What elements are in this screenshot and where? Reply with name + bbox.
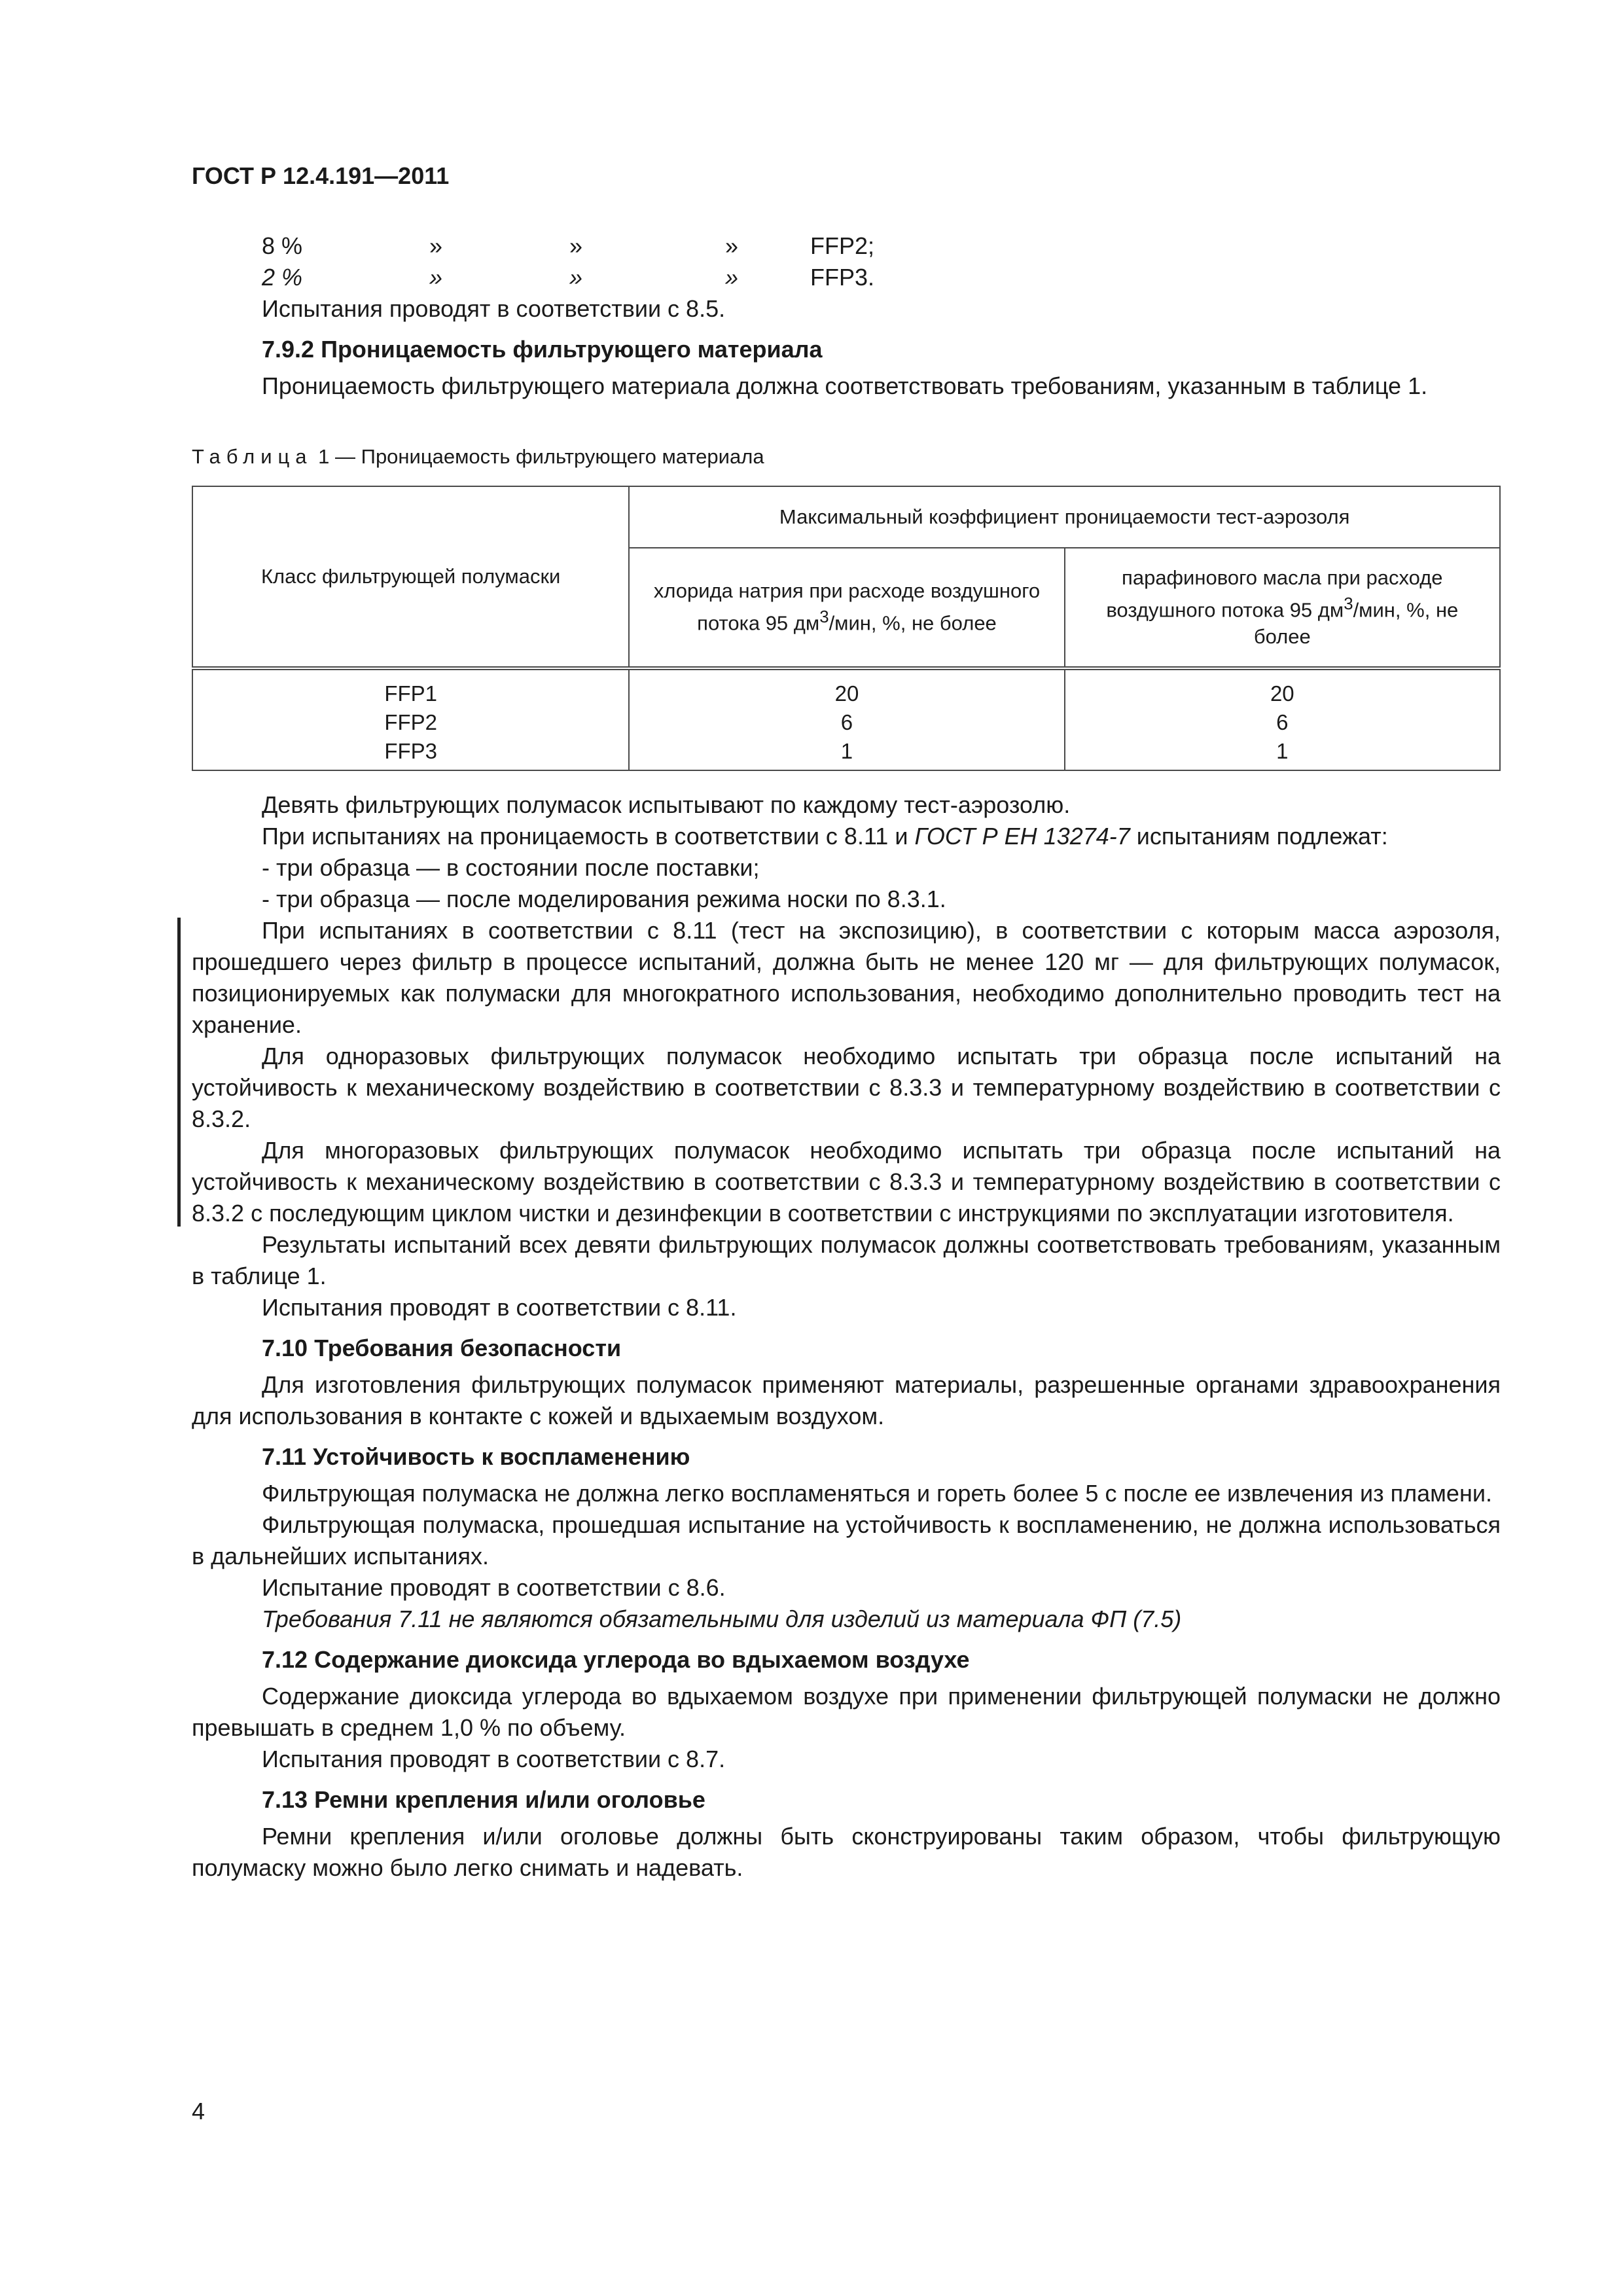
list-item: - три образца — в состоянии после поставки; [262,854,760,881]
ratio-row-ffp3: 2 % » » » FFP3. [262,264,875,291]
paragraph: Проницаемость фильтрующего материала должна соответствовать требованиям, указанным в таблице 1. [262,372,1428,399]
paragraph: Испытания проводят в соответствии с 8.11. [262,1294,737,1321]
paragraph: Испытания проводят в соответствии с 8.5. [262,295,726,322]
paragraph: Фильтрующая полумаска, прошедшая испытание на устойчивость к воспламенению, не должна использоваться в дальнейших испытаниях. [192,1511,1501,1570]
table-header-oil: парафинового масла при расходе воздушного потока 95 $дм^3$/мин, %, не более [1065,548,1500,668]
paragraph: Для изготовления фильтрующих полумасок применяют материалы, разрешенные органами здравоохранения для использования в контакте с кожей и вдыхаемым воздухом. [192,1371,1501,1429]
table-header-class: Класс фильтрующей полумаски [192,486,629,668]
paragraph: При испытаниях на проницаемость в соответствии с 8.11 и ГОСТ Р ЕН 13274-7 испытаниям подлежат: [262,823,1388,850]
paragraph: Девять фильтрующих полумасок испытывают по каждому тест-аэрозолю. [262,791,1071,818]
paragraph-note: Требования 7.11 не являются обязательными для изделий из материала ФП (7.5) [262,1605,1182,1632]
section-heading-7-10: 7.10 Требования безопасности [262,1335,622,1361]
page-number: 4 [192,2098,205,2125]
section-heading-7-9-2: 7.9.2 Проницаемость фильтрующего материала [262,336,823,363]
table-row: FFP1 20 20 [192,668,1500,708]
ratio-row-ffp2: 8 % » » » FFP2; [262,232,875,259]
table-caption: Таблица 1 — Проницаемость фильтрующего материала [192,445,764,468]
paragraph: Содержание диоксида углерода во вдыхаемом воздухе при применении фильтрующей полумаски не должно превышать в среднем 1,0 % по объему. [192,1683,1501,1741]
section-heading-7-12: 7.12 Содержание диоксида углерода во вдыхаемом воздухе [262,1646,970,1673]
paragraph: Для многоразовых фильтрующих полумасок необходимо испытать три образца после испытаний на устойчивость к механическому воздействию в соответствии с 8.3.3 и температурному воздействию в соответствии с 8.3.2 с последующим циклом чистки и дезинфекции в соответствии с инструкциями по эксплуатации изготовителя. [192,1137,1501,1227]
paragraph: Испытание проводят в соответствии с 8.6. [262,1574,726,1601]
permeability-table [192,486,1501,771]
document-body [192,230,1501,1884]
section-heading-7-13: 7.13 Ремни крепления и/или оголовье [262,1786,705,1813]
document-header: ГОСТ Р 12.4.191—2011 [192,162,450,189]
paragraph: Результаты испытаний всех девяти фильтрующих полумасок должны соответствовать требованиям, указанным в таблице 1. [192,1231,1501,1289]
table-row: FFP2 6 6 [192,708,1500,737]
table-header-nacl: хлорида натрия при расходе воздушного потока 95 $дм^3$/мин, %, не более [629,548,1064,668]
table-header-group: Максимальный коэффициент проницаемости тест-аэрозоля [629,486,1500,548]
paragraph: Фильтрующая полумаска не должна легко воспламеняться и гореть более 5 с после ее извлечения из пламени. [262,1480,1492,1507]
paragraph: Испытания проводят в соответствии с 8.7. [262,1746,726,1772]
table-row: FFP3 1 1 [192,737,1500,770]
paragraph: Ремни крепления и/или оголовье должны быть сконструированы таким образом, чтобы фильтрующую полумаску можно было легко снимать и надевать. [192,1823,1501,1881]
paragraph: Для одноразовых фильтрующих полумасок необходимо испытать три образца после испытаний на устойчивость к механическому воздействию в соответствии с 8.3.3 и температурному воздействию в соответствии с 8.3.2. [192,1043,1501,1132]
section-heading-7-11: 7.11 Устойчивость к воспламенению [262,1443,690,1470]
list-item: - три образца — после моделирования режима носки по 8.3.1. [262,886,946,912]
paragraph: При испытаниях в соответствии с 8.11 (тест на экспозицию), в соответствии с которым масса аэрозоля, прошедшего через фильтр в процессе испытаний, должна быть не менее 120 мг — для фильтрующих полумасок, позиционируемых как полумаски для многократного использования, необходимо дополнительно проводить тест на хранение. [192,917,1501,1038]
change-bar-block [192,915,1501,1229]
